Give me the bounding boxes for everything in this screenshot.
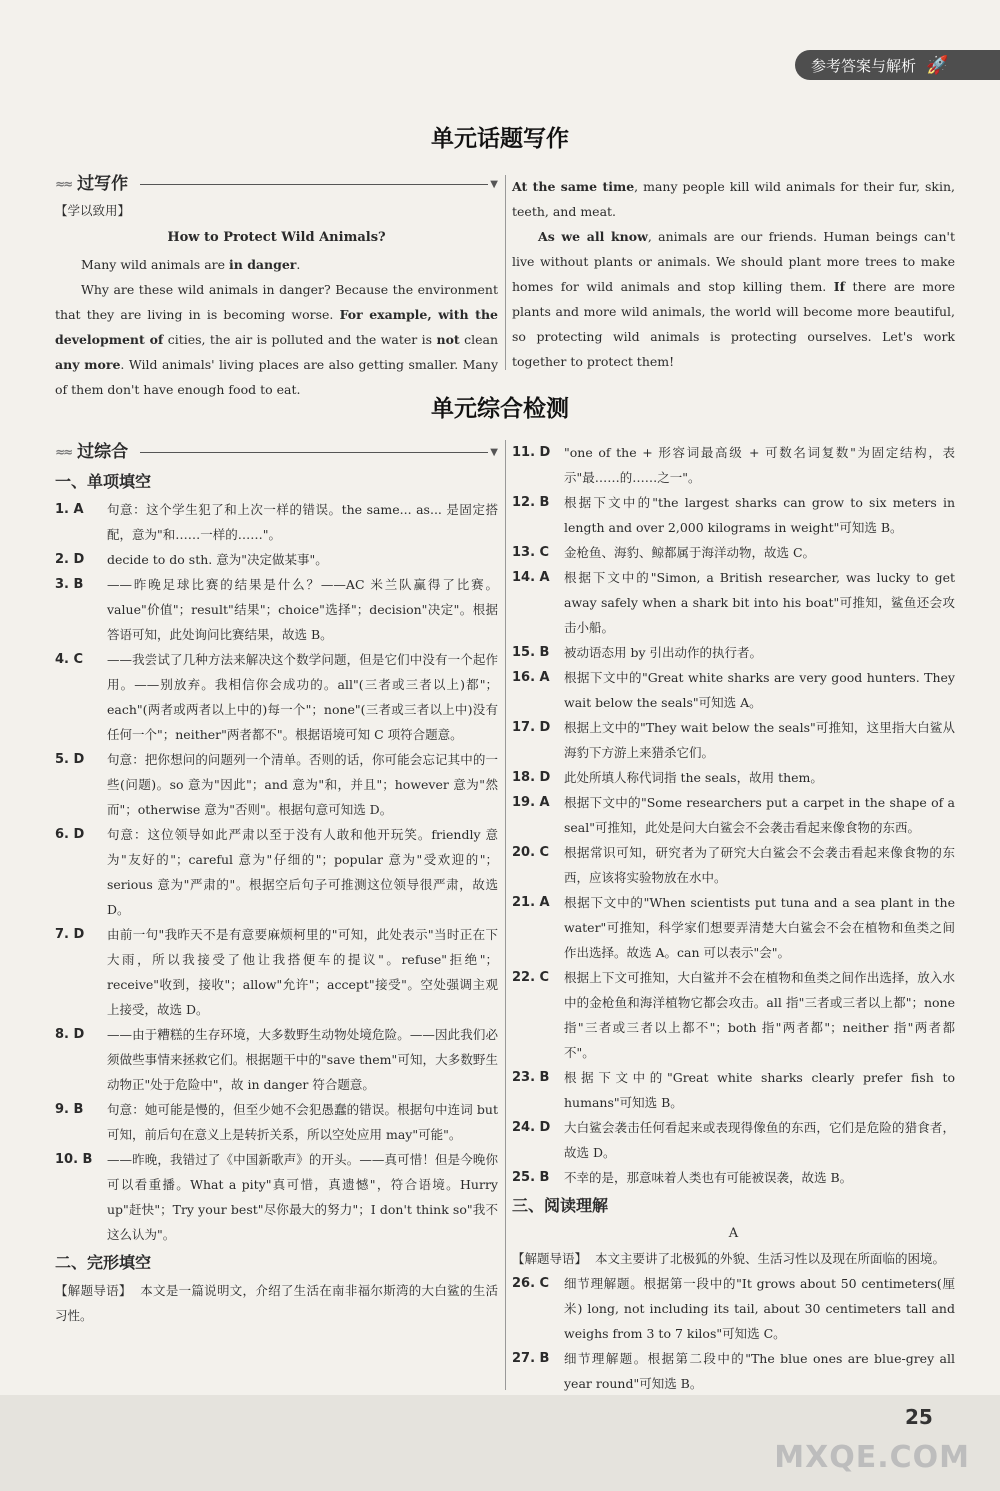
- answer-explanation: 根据下文中的"Simon, a British researcher, was lucky to get away safely when a shark bit into his boat"可推知，鲨鱼还会攻击小船。: [564, 570, 955, 635]
- answer-number: 18. D: [512, 770, 551, 785]
- answer-explanation: ——由于糟糕的生存环境，大多数野生动物处境危险。——因此我们必须做些事情来拯救它们。根据题干中的"save them"可知，大多数野生动物正"处于危险中"，故 in danger 符合题意。: [107, 1027, 498, 1092]
- answer-item: [55, 822, 498, 922]
- answer-explanation: 大白鲨会袭击任何看起来或表现得像鱼的东西，它们是危险的猎食者，故选 D。: [564, 1120, 955, 1160]
- answer-item: [512, 540, 955, 565]
- answer-item: [512, 1271, 955, 1346]
- answer-number: 19. A: [512, 795, 550, 810]
- reading-guide: 【解题导语】 本文主要讲了北极狐的外貌、生活习性以及现在所面临的困境。: [512, 1251, 945, 1266]
- answer-number: 16. A: [512, 670, 550, 685]
- answer-explanation: 被动语态用 by 引出动作的执行者。: [564, 645, 763, 660]
- answer-item: [512, 890, 955, 965]
- watermark: MXQE.COM: [774, 1440, 970, 1475]
- part-1-heading: 一、单项填空: [55, 472, 152, 491]
- answer-item: [55, 572, 498, 647]
- answer-item: [512, 765, 955, 790]
- answer-item: [512, 1065, 955, 1115]
- essay-paragraph-1: Many wild animals are in danger.: [81, 257, 301, 272]
- answer-explanation: 根据下文中的"Some researchers put a carpet in the shape of a seal"可推知，此处是问大白鲨会不会袭击看起来像食物的东西。: [564, 795, 955, 835]
- essay-paragraph-2-cont: At the same time, many people kill wild animals for their fur, skin, teeth, and meat.: [512, 179, 955, 219]
- answer-number: 20. C: [512, 845, 550, 860]
- right-answer-list: [512, 440, 955, 1190]
- arrow-icon: ▼: [490, 178, 498, 190]
- answer-number: 27. B: [512, 1351, 550, 1366]
- answer-number: 25. B: [512, 1170, 550, 1185]
- answer-explanation: 根据下文中的"Great white sharks clearly prefer fish to humans"可知选 B。: [564, 1070, 955, 1110]
- answer-explanation: 根据上文中的"They wait below the seals"可推知，这里指大白鲨从海豹下方游上来猎杀它们。: [564, 720, 955, 760]
- column-divider-bottom: [505, 440, 506, 1390]
- answer-item: [55, 1147, 498, 1247]
- answer-number: 15. B: [512, 645, 550, 660]
- answers-corner-badge: [795, 50, 1000, 80]
- answer-number: 1. A: [55, 502, 84, 517]
- answer-item: [512, 715, 955, 765]
- answer-number: 10. B: [55, 1152, 93, 1167]
- answer-number: 7. D: [55, 927, 85, 942]
- answer-number: 24. D: [512, 1120, 551, 1135]
- essay-paragraph-2: Why are these wild animals in danger? Because the environment that they are living in is becoming worse. For example, with the development of cities, the air is polluted and the water is not clean any more. Wild animals' living places are also getting smaller. Many of them don't have enough food to eat.: [55, 282, 499, 397]
- answer-item: [512, 1346, 955, 1396]
- answer-item: [512, 665, 955, 715]
- part-2-heading: 二、完形填空: [55, 1253, 152, 1272]
- band-writing: ≈≈ 过写作 ▼: [55, 170, 498, 198]
- answer-number: 23. B: [512, 1070, 550, 1085]
- answer-item: [55, 747, 498, 822]
- writing-left-column: [55, 170, 498, 402]
- column-divider-top: [505, 175, 506, 370]
- answer-item: [55, 547, 498, 572]
- answer-item: [512, 440, 955, 490]
- answer-explanation: "one of the + 形容词最高级 + 可数名词复数"为固定结构，表示"最……的……之一"。: [564, 445, 955, 485]
- writing-right-column: [512, 174, 955, 374]
- answer-item: [55, 497, 498, 547]
- answer-explanation: 不幸的是，那意味着人类也有可能被误袭，故选 B。: [564, 1170, 853, 1185]
- answer-number: 26. C: [512, 1276, 550, 1291]
- answer-number: 13. C: [512, 545, 550, 560]
- band-test: ≈≈ 过综合 ▼: [55, 438, 498, 466]
- answer-item: [512, 965, 955, 1065]
- answer-item: [55, 1097, 498, 1147]
- answer-number: 21. A: [512, 895, 550, 910]
- arrow-icon: ▼: [490, 446, 498, 458]
- answer-explanation: 细节理解题。根据第二段中的"The blue ones are blue-grey all year round"可知选 B。: [564, 1351, 955, 1391]
- answer-explanation: 句意：把你想问的问题列一个清单。否则的话，你可能会忘记其中的一些(问题)。so 意为"因此"；and 意为"和，并且"；however 意为"然而"；otherwise 意为"否则"。根据句意可知选 D。: [107, 752, 498, 817]
- answer-number: 5. D: [55, 752, 85, 767]
- rocket-icon: 🚀: [926, 54, 949, 76]
- page-number: 25: [905, 1405, 933, 1429]
- writing-tag: 【学以致用】: [55, 203, 131, 218]
- answer-item: [55, 1022, 498, 1097]
- wave-icon: ≈≈: [55, 176, 72, 191]
- answer-explanation: 细节理解题。根据第一段中的"It grows about 50 centimeters(厘米) long, not including its tail, about 30 centimeters tall and weighs from 3 to 7 kilos"可知选 C。: [564, 1276, 955, 1341]
- answer-item: [512, 840, 955, 890]
- section-title-test: 单元综合检测: [431, 396, 569, 422]
- answer-item: [512, 490, 955, 540]
- answer-number: 14. A: [512, 570, 550, 585]
- answer-explanation: 句意：这个学生犯了和上次一样的错误。the same... as... 是固定搭配，意为"和……一样的……"。: [107, 502, 498, 542]
- test-left-column: [55, 438, 498, 1328]
- answer-number: 2. D: [55, 552, 85, 567]
- answer-item: [512, 1115, 955, 1165]
- answer-number: 9. B: [55, 1102, 84, 1117]
- answer-explanation: 根据上下文可推知，大白鲨并不会在植物和鱼类之间作出选择，放入水中的金枪鱼和海洋植物它都会攻击。all 指"三者或三者以上都"；none 指"三者或三者以上都不"；both 指"两者都"；neither 指"两者都不"。: [564, 970, 955, 1060]
- essay-title: How to Protect Wild Animals?: [167, 230, 386, 245]
- answer-number: 17. D: [512, 720, 551, 735]
- essay-paragraph-3: As we all know, animals are our friends. Human beings can't live without plants or animals. We should plant more trees to make homes for wild animals and stop killing them. If there are more plants and more wild animals, the world will become more beautiful, so protecting wild animals is protecting ourselves. Let's work together to protect them!: [512, 229, 955, 369]
- answer-number: 11. D: [512, 445, 551, 460]
- test-right-column: [512, 440, 955, 1396]
- answer-explanation: 句意：她可能是慢的，但至少她不会犯愚蠢的错误。根据句中连词 but 可知，前后句在意义上是转折关系，所以空处应用 may"可能"。: [107, 1102, 498, 1142]
- answer-number: 6. D: [55, 827, 85, 842]
- answer-item: [55, 922, 498, 1022]
- answer-item: [512, 1165, 955, 1190]
- answer-number: 22. C: [512, 970, 550, 985]
- answer-number: 3. B: [55, 577, 84, 592]
- answer-explanation: 金枪鱼、海豹、鲸都属于海洋动物，故选 C。: [564, 545, 816, 560]
- left-answer-list: [55, 497, 498, 1247]
- answer-item: [512, 640, 955, 665]
- answer-item: [512, 790, 955, 840]
- answer-explanation: 句意：这位领导如此严肃以至于没有人敢和他开玩笑。friendly 意为"友好的"；careful 意为"仔细的"；popular 意为"受欢迎的"；serious 意为"严肃的"。根据空后句子可推测这位领导很严肃，故选 D。: [107, 827, 498, 917]
- answer-explanation: 根据常识可知，研究者为了研究大白鲨会不会袭击看起来像食物的东西，应该将实验物放在水中。: [564, 845, 955, 885]
- answer-explanation: 由前一句"我昨天不是有意要麻烦柯里的"可知，此处表示"当时正在下大雨，所以我接受了他让我搭便车的提议"。refuse"拒绝"；receive"收到，接收"；allow"允许"；accept"接受"。空处强调主观上接受，故选 D。: [107, 927, 498, 1017]
- answer-explanation: decide to do sth. 意为"决定做某事"。: [107, 552, 328, 567]
- right-answer-list-2: [512, 1271, 955, 1396]
- answer-explanation: ——昨晚，我错过了《中国新歌声》的开头。——真可惜！但是今晚你可以看重播。What a pity"真可惜，真遗憾"，符合语境。Hurry up"赶快"；Try your best"尽你最大的努力"；I don't think so"我不这么认为"。: [107, 1152, 498, 1242]
- answer-number: 8. D: [55, 1027, 85, 1042]
- answer-number: 12. B: [512, 495, 550, 510]
- answer-explanation: 根据下文中的"When scientists put tuna and a sea plant in the water"可推知，科学家们想要弄清楚大白鲨会不会在植物和鱼类之间作出选择。故选 A。can 可以表示"会"。: [564, 895, 955, 960]
- cloze-guide: 【解题导语】 本文是一篇说明文，介绍了生活在南非福尔斯湾的大白鲨的生活习性。: [55, 1283, 498, 1323]
- part-3-heading: 三、阅读理解: [512, 1196, 609, 1215]
- answer-item: [512, 565, 955, 640]
- passage-label: A: [728, 1226, 739, 1241]
- answer-explanation: ——我尝试了几种方法来解决这个数学问题，但是它们中没有一个起作用。——别放弃。我相信你会成功的。all"(三者或三者以上)都"；each"(两者或两者以上中的)每一个"；none"(三者或三者以上中)没有任何一个"；neither"两者都不"。根据语境可知 C 项符合题意。: [107, 652, 498, 742]
- answer-explanation: 此处所填人称代词指 the seals，故用 them。: [564, 770, 823, 785]
- answer-explanation: ——昨晚足球比赛的结果是什么？——AC 米兰队赢得了比赛。value"价值"；result"结果"；choice"选择"；decision"决定"。根据答语可知，此处询问比赛结果，故选 B。: [107, 577, 498, 642]
- answer-explanation: 根据下文中的"the largest sharks can grow to six meters in length and over 2,000 kilograms in weight"可知选 B。: [564, 495, 955, 535]
- answer-explanation: 根据下文中的"Great white sharks are very good hunters. They wait below the seals"可知选 A。: [564, 670, 955, 710]
- answer-item: [55, 647, 498, 747]
- wave-icon: ≈≈: [55, 444, 72, 459]
- section-title-writing: 单元话题写作: [431, 126, 569, 152]
- answer-number: 4. C: [55, 652, 84, 667]
- corner-label: 参考答案与解析: [811, 56, 917, 75]
